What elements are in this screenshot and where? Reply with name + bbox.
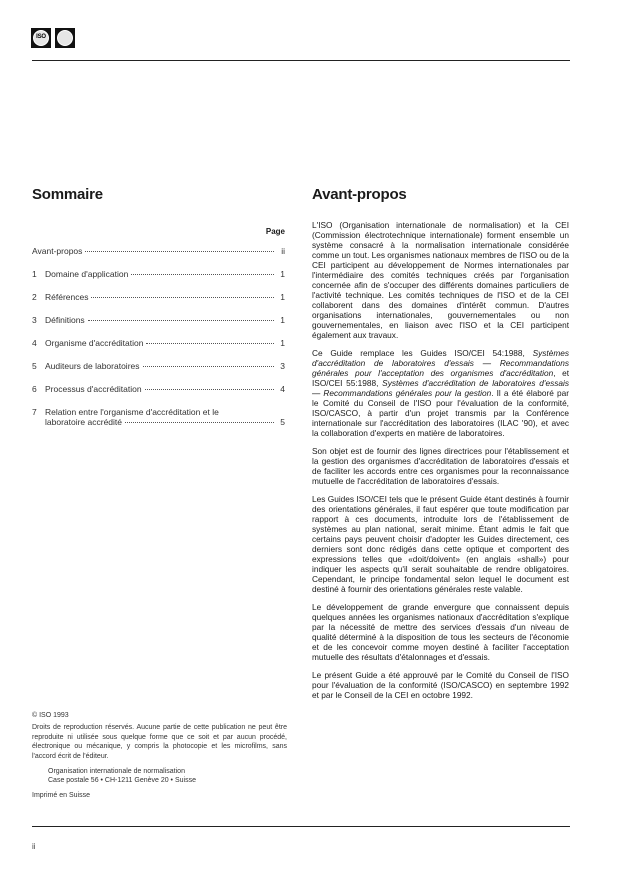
- toc-item-number: 4: [32, 338, 37, 348]
- toc-item-page: 5: [280, 417, 285, 427]
- toc-leader: [125, 422, 274, 423]
- guide-title-55: Systèmes d'accréditation de laboratoires d'essais — Recommandations générales pour la gestion: [312, 378, 570, 398]
- toc-item[interactable]: [32, 407, 285, 427]
- foreword-paragraph: Son objet est de fournir des lignes directrices pour l'établissement et la gestion des organismes d'accréditation de laboratoires d'essais et de faciliter les accords entre ces organismes pour la reconnaissance mutuelle de l'accréditation de laboratoires d'essais.: [312, 446, 569, 486]
- toc-item[interactable]: [32, 292, 285, 302]
- toc-item[interactable]: [32, 338, 285, 348]
- toc-item-label: Processus d'accréditation: [45, 384, 142, 394]
- toc-item-page: 4: [280, 384, 285, 394]
- toc-leader: [85, 251, 274, 252]
- toc-item-page: 1: [280, 292, 285, 302]
- toc-title: Sommaire: [32, 186, 103, 203]
- toc-item-number: 3: [32, 315, 37, 325]
- foreword-title: Avant-propos: [312, 186, 407, 203]
- header-rule: [32, 60, 570, 61]
- toc-item-page: 1: [280, 315, 285, 325]
- table-of-contents: [32, 186, 285, 427]
- toc-item-label: Auditeurs de laboratoires: [45, 361, 140, 371]
- toc-item-number: 2: [32, 292, 37, 302]
- toc-item-label: Organisme d'accréditation: [45, 338, 144, 348]
- foreword-paragraph: L'ISO (Organisation internationale de normalisation) et la CEI (Commission électrotechnique internationale) forment ensemble un système consacré à la normalisation internationale considérée comme un tout. Les organismes nationaux membres de l'ISO ou de la CEI participent au développement de Normes internationales par l'intermédiaire des comités techniques créés par l'organisation concernée afin de s'occuper des différents domaines particuliers de l'activité technique. Les comités techniques de l'ISO et de la CEI collaborent dans des domaines d'intérêt commun. D'autres organisations internationales, gouvernementales ou non gouvernementales, en liaison avec l'ISO et la CEI participent également aux travaux.: [312, 220, 569, 340]
- iec-logo: [55, 28, 75, 48]
- page-number: ii: [32, 842, 36, 851]
- iso-logo-text: ISO: [36, 34, 46, 40]
- toc-item-page: 3: [280, 361, 285, 371]
- text-run: . Il a été élaboré par le Comité du Conseil de l'ISO pour l'évaluation de la conformité, ISO/CASCO, à partir d'un projet transmis par la Conférence internationale sur l'accréditation des laboratoires (ILAC '90), et avec la collaboration d'experts en matière de laboratoires.: [312, 388, 569, 438]
- toc-item-label: Domaine d'application: [45, 269, 129, 279]
- copyright-notice: [32, 711, 287, 800]
- toc-item-label: Avant-propos: [32, 246, 83, 256]
- toc-leader: [146, 343, 274, 344]
- toc-leader: [131, 274, 274, 275]
- toc-item-line2: [45, 417, 285, 427]
- iso-logo: [31, 28, 51, 48]
- toc-item-label: Définitions: [45, 315, 85, 325]
- toc-leader: [88, 320, 274, 321]
- toc-item[interactable]: [32, 384, 285, 394]
- toc-item-page: 1: [280, 338, 285, 348]
- toc-item-number: 7: [32, 407, 37, 417]
- toc-item-number: 6: [32, 384, 37, 394]
- toc-item[interactable]: [32, 246, 285, 256]
- guide-title-54: Systèmes d'accréditation de laboratoires d'essais — Recommandations générales pour l'acceptation des organismes d'accréditation: [312, 348, 569, 378]
- org-address: Case postale 56 • CH-1211 Genève 20 • Suisse: [48, 777, 196, 785]
- header-logos: [31, 28, 75, 48]
- rights-text: Droits de reproduction réservés. Aucune partie de cette publication ne peut être reproduite ni utilisée sous quelque forme que ce soit et par aucun procédé, électronique ou mécanique, y compris la photocopie et les microfilms, sans l'accord écrit de l'éditeur.: [32, 724, 287, 760]
- toc-item[interactable]: [32, 269, 285, 279]
- foreword-section: [312, 186, 569, 708]
- toc-item[interactable]: [32, 361, 285, 371]
- foreword-paragraph: Le présent Guide a été approuvé par le Comité du Conseil de l'ISO pour l'évaluation de la conformité (ISO/CASCO) en septembre 1992 et par le Conseil de la CEI en octobre 1992.: [312, 670, 569, 700]
- printed-in: Imprimé en Suisse: [32, 791, 90, 799]
- copyright-line: © ISO 1993: [32, 712, 69, 719]
- toc-item-label-line1: Relation entre l'organisme d'accréditation et le: [45, 407, 219, 417]
- toc-item-page: ii: [281, 246, 285, 256]
- toc-leader: [143, 366, 274, 367]
- foreword-paragraph: [312, 348, 569, 438]
- toc-leader: [91, 297, 274, 298]
- toc-item-number: 1: [32, 269, 37, 279]
- org-name: Organisation internationale de normalisation: [48, 768, 185, 776]
- footer-rule: [32, 826, 570, 827]
- text-run: , et ISO/CEI 55:1988,: [312, 368, 570, 388]
- toc-leader: [145, 389, 274, 390]
- toc-item-label-line2: laboratoire accrédité: [45, 417, 123, 427]
- foreword-paragraph: Le développement de grande envergure que connaissent depuis quelques années les organismes nationaux d'accréditation s'explique par la nécessité de mettre des services d'essais d'un niveau de qualité déterminé à la disposition de tous les secteurs de l'économie et de les concevoir comme moyen destiné à faciliter l'acceptation mutuelle des résultats d'étalonnages et d'essais.: [312, 602, 569, 662]
- toc-page-header: Page: [265, 227, 285, 236]
- toc-item-page: 1: [280, 269, 285, 279]
- iec-emblem-icon: [57, 30, 73, 46]
- foreword-paragraph: Les Guides ISO/CEI tels que le présent Guide étant destinés à fournir des orientations générales, il faut espérer que toute modification par rapport à ces documents, introduite lors de l'établissement de systèmes au plan national, serait minime. Étant admis le fait que certains pays peuvent choisir d'adopter les Guides directement, ces derniers sont donc rédigés dans cette optique et comportent des expressions telles que «doit/doivent» (en anglais «shall») pour indiquer les aspects qu'il serait souhaitable de rendre obligatoires. Cependant, le principe fondamental selon lequel le document est destiné à fournir des orientations générales reste valable.: [312, 494, 569, 594]
- toc-item[interactable]: [32, 315, 285, 325]
- toc-item-label: Références: [45, 292, 89, 302]
- text-run: Ce Guide remplace les Guides ISO/CEI 54:1988,: [312, 348, 533, 358]
- toc-item-number: 5: [32, 361, 37, 371]
